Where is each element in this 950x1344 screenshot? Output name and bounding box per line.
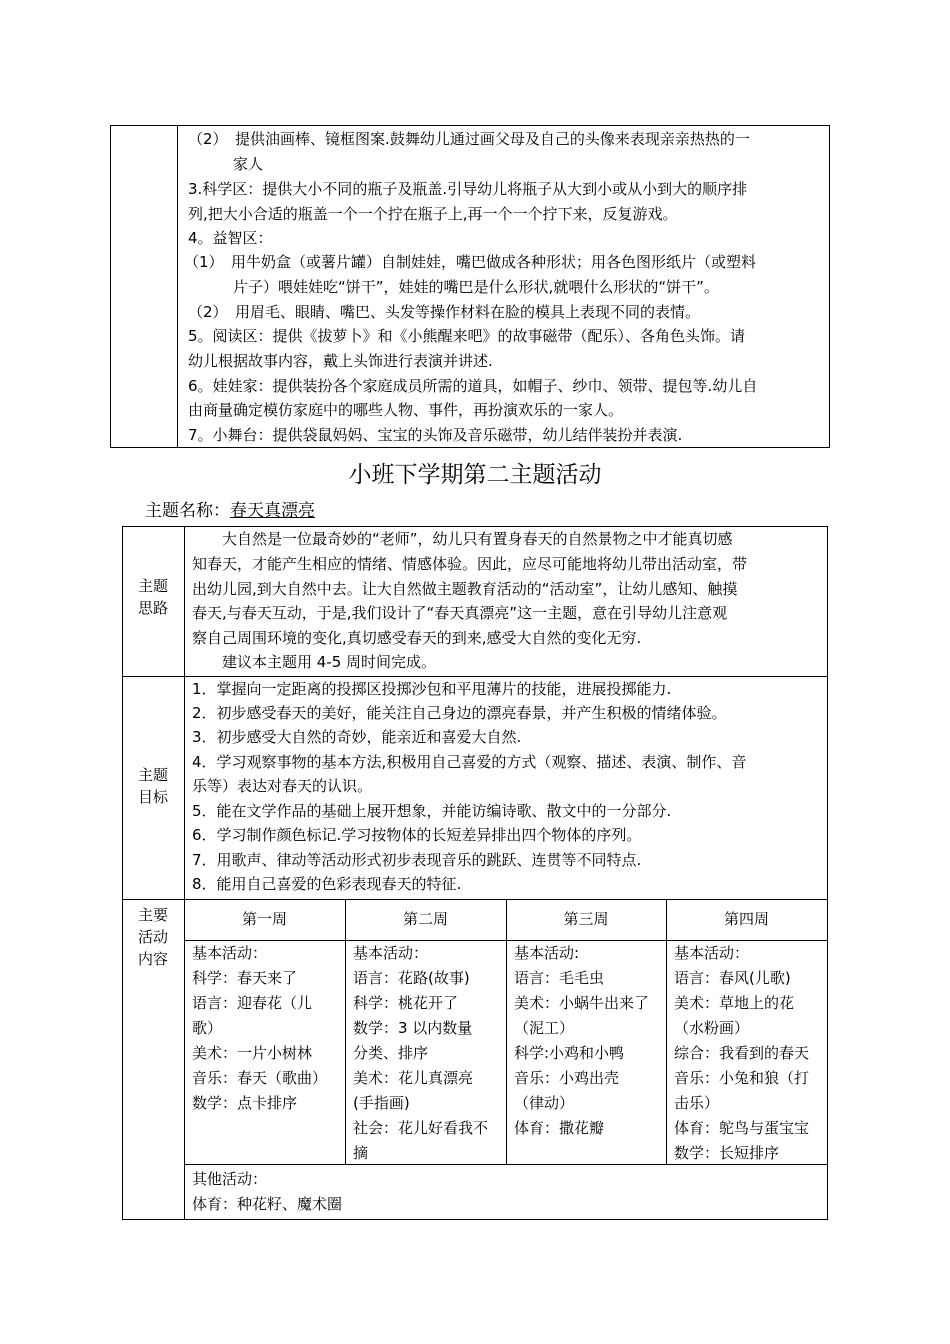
activity-item: 音乐：小鸡出壳	[514, 1069, 620, 1087]
activity-item: 数学：长短排序	[674, 1144, 780, 1162]
text-line: 大自然是一位最奇妙的“老师”，幼儿只有置身春天的自然景物之中才能真切感	[192, 530, 733, 548]
label-text: 活动	[137, 928, 168, 946]
activity-item: 科学：桃花开了	[353, 994, 459, 1012]
activity-item: 摘	[353, 1144, 369, 1162]
text-line: 春天,与春天互动，于是,我们设计了“春天真漂亮”这一主题，意在引导幼儿注意观	[192, 604, 728, 622]
text-line: 3．初步感受大自然的奇妙，能亲近和喜爱大自然.	[192, 728, 522, 746]
label-text: 目标	[137, 788, 168, 806]
activity-item: （律动）	[514, 1094, 575, 1112]
page-title: 小班下学期第二主题活动	[348, 462, 602, 488]
week-column-divider	[506, 899, 507, 1164]
text-line: 3.科学区：提供大小不同的瓶子及瓶盖.引导幼儿将瓶子从大到小或从小到大的顺序排	[188, 180, 748, 198]
activity-item: 基本活动：	[192, 944, 268, 962]
activity-item: 击乐）	[674, 1094, 720, 1112]
goals-label	[122, 764, 184, 808]
table-border-left	[110, 125, 111, 448]
activity-item: 美术：花儿真漂亮	[353, 1069, 474, 1087]
table-border-right	[827, 526, 828, 1220]
text-line: 6．学习制作颜色标记.学习按物体的长短差异排出四个物体的序列。	[192, 826, 642, 844]
label-text: 内容	[137, 950, 168, 968]
text-line: （1） 用牛奶盒（或薯片罐）自制娃娃，嘴巴做成各种形状；用各色图形纸片（或塑料	[184, 253, 757, 271]
text-line: 知春天，才能产生相应的情绪、情感体验。因此，应尽可能地将幼儿带出活动室，带	[192, 555, 748, 573]
activities-label	[122, 904, 184, 970]
activity-item: (手指画)	[353, 1094, 410, 1112]
label-text: 思路	[137, 599, 168, 617]
activity-item: 综合：我看到的春天	[674, 1044, 810, 1062]
activity-item: （泥工）	[514, 1019, 575, 1037]
activity-item: （水粉画）	[674, 1019, 750, 1037]
text-line: 1．掌握向一定距离的投掷区投掷沙包和平甩薄片的技能，进展投掷能力.	[192, 680, 672, 698]
activity-item: 基本活动：	[674, 944, 750, 962]
table-border-right	[829, 125, 830, 448]
activity-item: 语言：毛毛虫	[514, 969, 605, 987]
text-line: 察自己周围环境的变化,真切感受春天的到来,感受大自然的变化无穷.	[192, 629, 642, 647]
activity-item: 基本活动：	[353, 944, 429, 962]
activity-item: 科学:小鸡和小鸭	[514, 1044, 625, 1062]
theme-name-row	[145, 499, 315, 523]
text-line: 7。小舞台：提供袋鼠妈妈、宝宝的头饰及音乐磁带，幼儿结伴装扮并表演.	[188, 426, 683, 444]
table-border-top	[110, 125, 830, 126]
activity-item: 数学：3 以内数量	[353, 1019, 473, 1037]
label-text: 主题	[137, 766, 168, 784]
text-line: 7．用歌声、律动等活动形式初步表现音乐的跳跃、连贯等不同特点.	[192, 851, 642, 869]
text-line: 5。阅读区：提供《拔萝卜》和《小熊醒来吧》的故事磁带（配乐）、各角色头饰。请	[188, 327, 746, 345]
text-line: 出幼儿园,到大自然中去。让大自然做主题教育活动的“活动室”，让幼儿感知、触摸	[192, 580, 738, 598]
text-line: 列,把大小合适的瓶盖一个一个拧在瓶子上,再一个一个拧下来，反复游戏。	[188, 205, 678, 223]
week-column-divider	[345, 899, 346, 1164]
activity-item: 分类、排序	[353, 1044, 429, 1062]
label-text: 主要	[137, 906, 168, 924]
text-line: 片子）喂娃娃吃“饼干”，娃娃的嘴巴是什么形状,就喂什么形状的“饼干”。	[188, 278, 719, 296]
activity-item: 社会：花儿好看我不	[353, 1119, 489, 1137]
week-1-header: 第一周	[241, 910, 287, 928]
text-line: 建议本主题用 4-5 周时间完成。	[192, 653, 437, 671]
activity-item: 歌）	[192, 1019, 223, 1037]
activity-item: 体育：鸵鸟与蛋宝宝	[674, 1119, 810, 1137]
activity-item: 语言：春风(儿歌)	[674, 969, 791, 987]
thinking-label	[122, 575, 184, 619]
activity-item: 基本活动:	[514, 944, 580, 962]
week-4-header: 第四周	[723, 910, 769, 928]
text-line: 由商量确定模仿家庭中的哪些人物、事件，再扮演欢乐的一家人。	[188, 401, 624, 419]
text-line: （2） 用眉毛、眼睛、嘴巴、头发等操作材料在脸的模具上表现不同的表情。	[188, 303, 701, 321]
activity-item: 数学：点卡排序	[192, 1094, 298, 1112]
activity-item: 音乐：小兔和狼（打	[674, 1069, 810, 1087]
top-continuation-table	[110, 125, 830, 448]
text-line: （2） 提供油画棒、镜框图案.鼓舞幼儿通过画父母及自己的头像来表现亲亲热热的一	[188, 130, 750, 148]
activity-item: 音乐：春天（歌曲）	[192, 1069, 328, 1087]
text-line: 2．初步感受春天的美好，能关注自己身边的漂亮春景，并产生积极的情绪体验。	[192, 704, 727, 722]
activity-item: 语言：花路(故事)	[353, 969, 470, 987]
week-1-activities	[192, 941, 327, 1116]
activity-item: 语言：迎春花（儿	[192, 994, 313, 1012]
week-column-divider	[666, 899, 667, 1164]
label-text: 主题	[137, 577, 168, 595]
text-line: 幼儿根据故事内容，戴上头饰进行表演并讲述.	[188, 352, 493, 370]
theme-activity-table	[122, 526, 828, 1220]
activity-item: 科学：春天来了	[192, 969, 298, 987]
text-line: 6。娃娃家：提供装扮各个家庭成员所需的道具，如帽子、纱巾、领带、提包等.幼儿自	[188, 377, 758, 395]
theme-name-label: 主题名称：	[145, 501, 230, 521]
activity-item: 美术：小蜗牛出来了	[514, 994, 650, 1012]
other-activities-label: 其他活动：	[192, 1170, 268, 1188]
text-line: 乐等）表达对春天的认识。	[192, 777, 373, 795]
other-activities-text: 体育：种花籽、魔术圈	[192, 1195, 343, 1213]
table-border-bottom	[122, 1219, 828, 1220]
week-3-header: 第三周	[563, 910, 609, 928]
table-column-divider	[177, 125, 178, 448]
week-2-activities	[353, 941, 488, 1166]
text-line: 8．能用自己喜爱的色彩表现春天的特征.	[192, 875, 462, 893]
text-line: 4。益智区：	[188, 229, 273, 247]
week-4-activities	[674, 941, 809, 1166]
activity-item: 体育：撒花瓣	[514, 1119, 605, 1137]
table-border-left	[122, 526, 123, 1220]
activity-item: 美术：一片小树林	[192, 1044, 313, 1062]
week-3-activities	[514, 941, 649, 1141]
row-divider	[122, 899, 828, 900]
activity-item: 美术：草地上的花	[674, 994, 795, 1012]
text-line: 5．能在文学作品的基础上展开想象，并能访编诗歌、散文中的一分部分.	[192, 802, 672, 820]
week-2-header: 第二周	[402, 910, 448, 928]
theme-name-value: 春天真漂亮	[230, 501, 315, 521]
text-line: 家人	[188, 155, 264, 173]
text-line: 4．学习观察事物的基本方法,积极用自己喜爱的方式（观察、描述、表演、制作、音	[192, 753, 747, 771]
label-column-divider	[184, 526, 185, 1220]
